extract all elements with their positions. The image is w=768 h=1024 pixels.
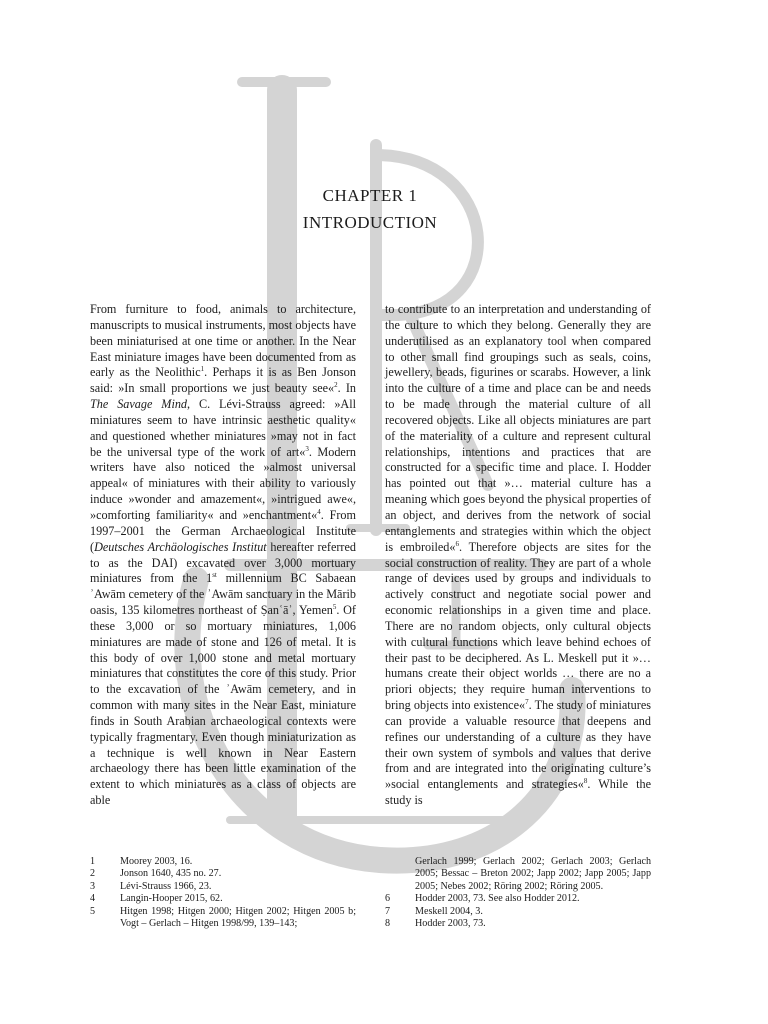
body-text: . Modern writers have also noticed the »almost universal appeal« of miniatures with their ability to variously induce »wonder and amazement«, »intrigued awe«, »comforting familiarity« and »enchantment«	[90, 444, 356, 522]
footnote-text: Moorey 2003, 16.	[120, 856, 193, 867]
footnote-ref: 4	[317, 507, 321, 516]
ordinal-suffix: st	[212, 571, 217, 580]
footnote-continuation: Gerlach 1999; Gerlach 2002; Gerlach 2003; Gerlach 2005; Bessac – Breton 2002; Japp 2002; Japp 2005; Japp 2005; Nebes 2002; Röring 2002; Röring 2005.	[415, 856, 651, 892]
body-column-right	[385, 302, 651, 809]
footnote-number: 4	[90, 893, 96, 905]
footnote-number: 1	[90, 856, 96, 867]
book-title: The Savage Mind	[90, 397, 188, 412]
body-text: to contribute to an interpretation and understanding of the culture to which they belong. Generally they are underutilised as an explanatory tool when compared to other small find groupings such as seals, coins, jewellery, beads, figurines or scarabs. However, a link into the culture of a time and place can be and needs to be made through the material culture of all recovered objects. Like all objects miniatures are part of the materiality of a culture and represent cultural relationships, intentions and practices that are constructed for a specific time and place. I. Hodder has pointed out that »… material culture has a meaning which goes beyond the physical properties of an object, and derives from the network of social entanglements and strategies within which the object is embroiled«	[385, 302, 651, 554]
footnote-item	[90, 881, 356, 893]
body-text: , C. Lévi-Strauss agreed: »All miniatures seem to have intrinsic aesthetic quality« and questioned whether miniatures »may not in fact be the universal type of the work of art«	[90, 397, 356, 459]
chapter-title: INTRODUCTION	[302, 213, 438, 232]
footnote-number: 3	[90, 880, 96, 892]
footnotes-left	[90, 856, 356, 930]
footnote-ref: 3	[305, 444, 309, 453]
institute-name: Deutsches Archäologisches Institut	[94, 539, 267, 554]
body-text: . While the study is	[385, 777, 651, 808]
footnote-text: Hodder 2003, 73.	[415, 918, 486, 930]
footnote-ref: 7	[525, 698, 529, 707]
body-text: millennium BC Sabaean ʾAwām cemetery of the ʾAwām sanctuary in the Mārib oasis, 135 kilometres northeast of Ṣanʿāʾ, Yemen	[90, 571, 357, 618]
footnote-text: Hitgen 1998; Hitgen 2000; Hitgen 2002; Hitgen 2005 b; Vogt – Gerlach – Hitgen 1998/99, 139–143;	[120, 905, 356, 930]
footnote-ref: 6	[455, 539, 459, 548]
body-text: From furniture to food, animals to architecture, manuscripts to musical instruments, most objects have been miniaturised at one time or another. In the Near East miniature images have been documented from as early as the Neolithic	[90, 302, 356, 380]
body-text: . Therefore objects are sites for the social construction of reality. They are part of a whole range of devices used by groups and individuals to actively construct and negotiate social power and economic relationships in a given time and place. There are no random objects, only cultural objects with cultural functions which leave behind echoes of their past to be deciphered. As L. Meskell put it »… humans create their object worlds … there are no a priori objects; they require human interventions to bring objects into existence«	[385, 539, 651, 713]
footnote-item	[90, 868, 356, 880]
monogram-r-bowl	[376, 155, 478, 315]
footnote-number: 7	[385, 905, 391, 917]
footnote-item	[385, 906, 651, 918]
body-text: . In	[337, 381, 357, 396]
footnote-text: Lévi-Strauss 1966, 23.	[120, 880, 212, 892]
body-text: . Perhaps it is as Ben Jonson said: »In small proportions we just beauty see«	[90, 365, 356, 396]
footnote-ref: 5	[332, 602, 337, 611]
footnote-number: 6	[385, 893, 391, 905]
footnote-number: 8	[385, 918, 391, 930]
footnote-text: Jonson 1640, 435 no. 27.	[120, 868, 222, 880]
footnote-item	[90, 893, 356, 905]
footnotes-right	[385, 856, 651, 930]
footnote-text: Langin-Hooper 2015, 62.	[120, 893, 223, 905]
body-column-left	[90, 302, 356, 809]
footnote-text: Hodder 2003, 73. See also Hodder 2012.	[415, 893, 580, 905]
body-text: . Of these 3,000 or so mortuary miniatures, 1,006 miniatures are made of stone and 126 of metal. It is this body of over 1,000 stone and metal mortuary miniatures that constitutes the core of this study. Prior to the excavation of the ʾAwām cemetery, and in common with many sites in the Near East, miniature finds in South Arabian archaeological contexts were typically fragmentary. Even though miniaturization as a technique is well known in Near Eastern archaeology there has been little examination of the extent to which miniatures as a class of objects are able	[90, 603, 356, 808]
footnote-number: 5	[90, 905, 96, 917]
footnote-item	[90, 906, 356, 931]
footnote-number: 2	[90, 868, 96, 880]
footnote-text: Meskell 2004, 3.	[415, 905, 483, 917]
footnote-ref: 8	[583, 777, 588, 786]
footnote-item	[385, 918, 651, 930]
body-text: . The study of miniatures can provide a valuable resource that deepens and refines our understanding of a culture as they have their own system of symbols and values that derive from and are integrated into the originating culture’s »social entanglements and strategies«	[385, 698, 651, 792]
footnote-ref: 1	[200, 365, 205, 374]
footnote-item	[385, 893, 651, 905]
body-text: . From 1997–2001 the German Archaeological Institute (	[90, 507, 356, 554]
footnote-ref: 2	[334, 381, 338, 390]
body-text: hereafter referred to as the DAI) excavated over 3,000 mortuary miniatures from the 1	[90, 539, 356, 586]
footnote-item	[90, 856, 356, 868]
chapter-label: CHAPTER 1	[322, 186, 418, 205]
